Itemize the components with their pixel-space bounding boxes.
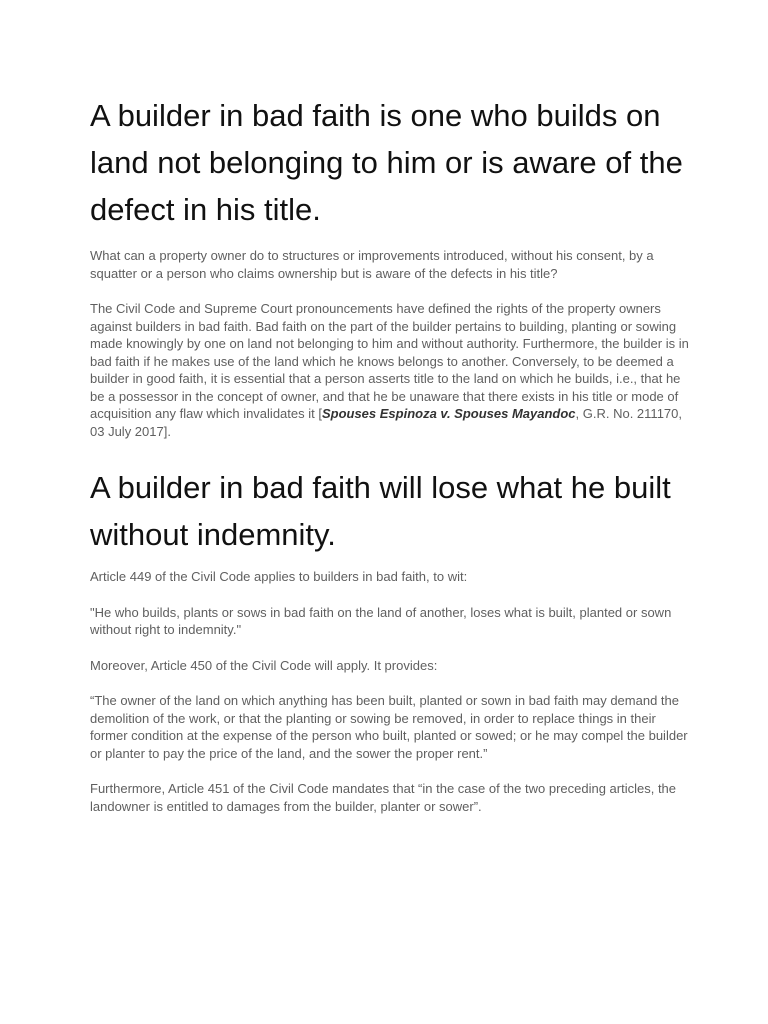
article-449-intro: Article 449 of the Civil Code applies to builders in bad faith, to wit:: [90, 569, 468, 584]
section-heading-lose-without-indemnity: A builder in bad faith will lose what he built without indemnity.: [90, 470, 671, 552]
civil-code-text: The Civil Code and Supreme Court pronouncements have defined the rights of the property owners against builders in bad faith. Bad faith on the part of the builder pertains to building, planting or sowing made knowingly by one on land not belonging to him and without authority. Furthermore, the builder is in bad faith if he makes use of the land which he knows belongs to another. Conversely, to be deemed a builder in good faith, it is essential that a person asserts title to the land on which he builds, i.e., that he be a possessor in the concept of owner, and that he be unaware that there exists in his title or mode of acquisition any flaw which invalidates it [: [90, 301, 689, 421]
article-451-paragraph: Furthermore, Article 451 of the Civil Code mandates that “in the case of the two preceding articles, the landowner is entitled to damages from the builder, planter or sower”.: [90, 781, 677, 814]
article-449-quote: "He who builds, plants or sows in bad faith on the land of another, loses what is built, planted or sown without right to indemnity.": [90, 604, 672, 637]
case-citation: Spouses Espinoza v. Spouses Mayandoc: [321, 406, 576, 421]
civil-code-paragraph: [90, 300, 690, 440]
article-450-intro: Moreover, Article 450 of the Civil Code will apply. It provides:: [90, 657, 438, 673]
document-page: [90, 92, 690, 815]
intro-question-paragraph: What can a property owner do to structures or improvements introduced, without his consent, by a squatter or a person who claims ownership but is aware of the defects in his title?: [90, 248, 654, 281]
article-450-quote: “The owner of the land on which anything has been built, planted or sown in bad faith may demand the demolition of the work, or that the planting or sowing be removed, in order to replace things in their former condition at the expense of the person who built, planted or sowed; or he may compel the builder or planter to pay the price of the land, and the sower the proper rent.”: [90, 693, 688, 761]
case-reference: , G.R. No. 211170, 03 July 2017].: [90, 406, 682, 439]
section-heading-bad-faith-definition: A builder in bad faith is one who builds on land not belonging to him or is aware of the defect in his title.: [90, 98, 683, 227]
